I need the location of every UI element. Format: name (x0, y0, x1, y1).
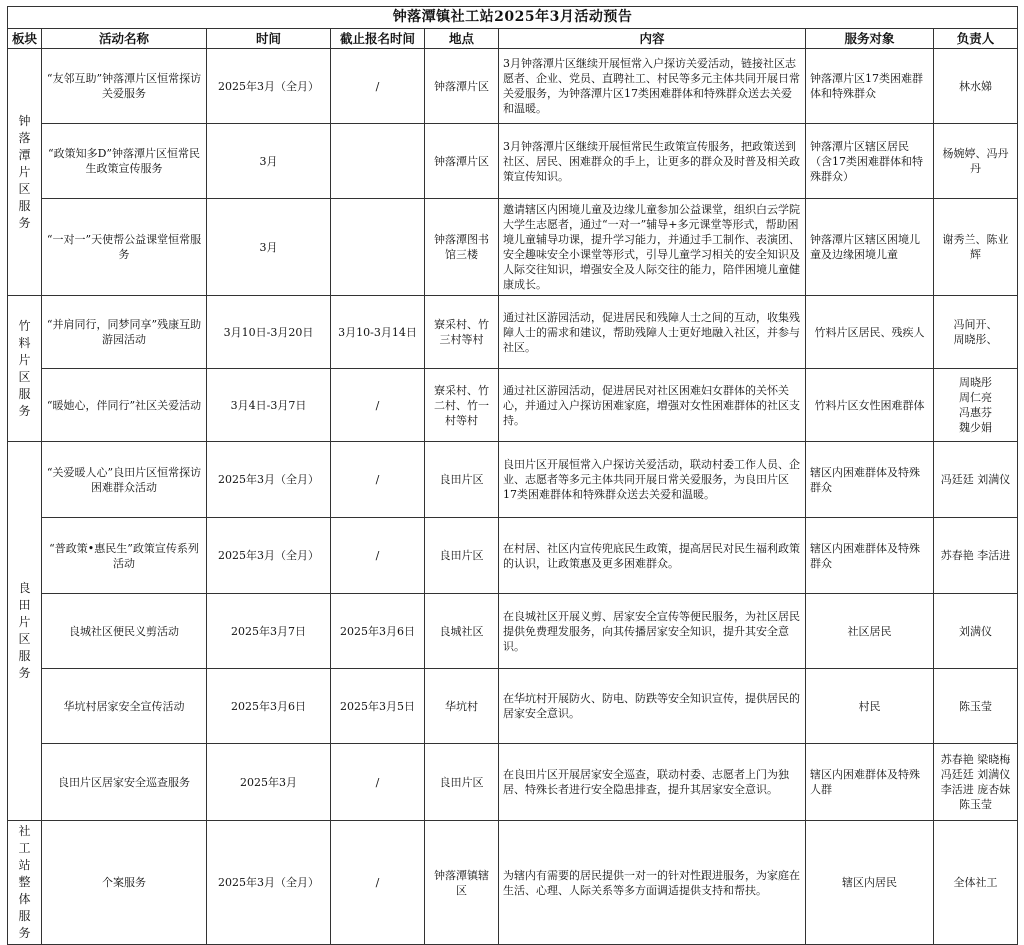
activity-target: 钟落潭片区辖区困境儿童及边缘困境儿童 (806, 199, 934, 296)
activity-time: 3月 (207, 124, 331, 199)
activity-content: 在村居、社区内宣传兜底民生政策，提高居民对民生福利政策的认识，让政策惠及更多困难群众。 (499, 518, 806, 594)
activity-place: 良田片区 (425, 744, 499, 821)
header-content: 内容 (499, 29, 806, 49)
activity-name: 华坑村居家安全宣传活动 (42, 669, 207, 744)
activity-deadline: / (331, 49, 425, 124)
activity-place: 良田片区 (425, 442, 499, 518)
activity-time: 2025年3月7日 (207, 594, 331, 669)
activity-place: 钟落潭片区 (425, 49, 499, 124)
activity-deadline: / (331, 821, 425, 945)
activity-content: 邀请辖区内困境儿童及边缘儿童参加公益课堂，组织白云学院大学生志愿者，通过“一对一”辅导+多元课堂等形式，帮助困境儿童辅导功课，提升学习能力，并通过手工制作、表演团、安全趣味安全小课堂等形式，引导儿童学习相关的安全知识及人际交往知识，增强安全及人际交往的能力，陪伴困境儿童健康成长。 (499, 199, 806, 296)
activity-place: 钟落潭图书馆三楼 (425, 199, 499, 296)
activity-time: 2025年3月（全月） (207, 821, 331, 945)
activity-target: 钟落潭片区辖区居民（含17类困难群体和特殊群众） (806, 124, 934, 199)
activity-target: 竹料片区居民、残疾人 (806, 296, 934, 369)
activity-time: 3月 (207, 199, 331, 296)
activity-time: 2025年3月（全月） (207, 442, 331, 518)
activity-deadline: / (331, 442, 425, 518)
activity-place: 钟落潭镇辖区 (425, 821, 499, 945)
activity-place: 良城社区 (425, 594, 499, 669)
activity-content: 在良城社区开展义剪、居家安全宣传等便民服务，为社区居民提供免费理发服务，向其传播居家安全知识，提升其安全意识。 (499, 594, 806, 669)
activity-content: 通过社区游园活动，促进居民和残障人士之间的互动，收集残障人士的需求和建议，帮助残障人士更好地融入社区，并参与社区。 (499, 296, 806, 369)
activity-deadline (331, 199, 425, 296)
activity-notice-sheet (7, 6, 1017, 945)
activity-place: 钟落潭片区 (425, 124, 499, 199)
table-row (8, 199, 1018, 296)
table-row (8, 518, 1018, 594)
activity-time: 3月4日-3月7日 (207, 369, 331, 442)
activity-deadline: / (331, 518, 425, 594)
header-section: 板块 (8, 29, 42, 49)
activity-lead: 苏春艳 梁晓梅 冯廷廷 刘满仪 李活进 庞杏妹 陈玉莹 (934, 744, 1018, 821)
activity-lead: 林水娣 (934, 49, 1018, 124)
activity-target: 辖区内困难群体及特殊群众 (806, 518, 934, 594)
activity-lead: 冯廷廷 刘满仪 (934, 442, 1018, 518)
activity-name: “友邻互助”钟落潭片区恒常探访关爱服务 (42, 49, 207, 124)
activity-place: 寮采村、竹三村等村 (425, 296, 499, 369)
activity-name: 良田片区居家安全巡查服务 (42, 744, 207, 821)
header-target: 服务对象 (806, 29, 934, 49)
activity-deadline: 2025年3月6日 (331, 594, 425, 669)
table-row (8, 442, 1018, 518)
sheet-title: 钟落潭镇社工站2025年3月活动预告 (8, 7, 1018, 29)
activity-content: 3月钟落潭片区继续开展恒常民生政策宣传服务，把政策送到社区、居民、困难群众的手上，让更多的群众及时普及相关政策宣传知识。 (499, 124, 806, 199)
activity-name: 个案服务 (42, 821, 207, 945)
activity-place: 寮采村、竹二村、竹一村等村 (425, 369, 499, 442)
activity-time: 2025年3月 (207, 744, 331, 821)
table-row (8, 49, 1018, 124)
activity-lead: 苏春艳 李活进 (934, 518, 1018, 594)
activity-time: 2025年3月（全月） (207, 518, 331, 594)
activity-content: 通过社区游园活动，促进居民对社区困难妇女群体的关怀关心，并通过入户探访困难家庭，增强对女性困难群体的社区支持。 (499, 369, 806, 442)
header-deadline: 截止报名时间 (331, 29, 425, 49)
activity-name: 良城社区便民义剪活动 (42, 594, 207, 669)
header-place: 地点 (425, 29, 499, 49)
activity-content: 3月钟落潭片区继续开展恒常入户探访关爱活动，链接社区志愿者、企业、党员、直聘社工、村民等多元主体共同开展日常关爱服务，为钟落潭片区17类困难群体和特殊群众送去关爱和温暖。 (499, 49, 806, 124)
activity-content: 在华坑村开展防火、防电、防跌等安全知识宣传，提供居民的居家安全意识。 (499, 669, 806, 744)
activity-target: 辖区内困难群体及特殊人群 (806, 744, 934, 821)
section-cell: 竹料片区服务 (8, 296, 42, 442)
activity-lead: 谢秀兰、陈业辉 (934, 199, 1018, 296)
activity-content: 良田片区开展恒常入户探访关爱活动，联动村委工作人员、企业、志愿者等多元主体共同开展日常关爱服务，为良田片区17类困难群体和特殊群众送去关爱和温暖。 (499, 442, 806, 518)
section-cell: 社工站整体服务 (8, 821, 42, 945)
activity-target: 辖区内居民 (806, 821, 934, 945)
activity-lead: 全体社工 (934, 821, 1018, 945)
activity-name: “关爱暖人心”良田片区恒常探访困难群众活动 (42, 442, 207, 518)
activity-name: “普政策•惠民生”政策宣传系列活动 (42, 518, 207, 594)
table-row (8, 594, 1018, 669)
activity-content: 在良田片区开展居家安全巡查，联动村委、志愿者上门为独居、特殊长者进行安全隐患排查，提升其居家安全意识。 (499, 744, 806, 821)
header-lead: 负责人 (934, 29, 1018, 49)
activity-target: 钟落潭片区17类困难群体和特殊群众 (806, 49, 934, 124)
header-time: 时间 (207, 29, 331, 49)
table-row (8, 124, 1018, 199)
activity-lead: 杨婉婷、冯丹丹 (934, 124, 1018, 199)
activity-target: 辖区内困难群体及特殊群众 (806, 442, 934, 518)
activity-name: “一对一”天使帮公益课堂恒常服务 (42, 199, 207, 296)
activity-deadline (331, 124, 425, 199)
activity-name: “政策知多D”钟落潭片区恒常民生政策宣传服务 (42, 124, 207, 199)
activity-time: 2025年3月（全月） (207, 49, 331, 124)
activity-deadline: / (331, 744, 425, 821)
activity-target: 竹料片区女性困难群体 (806, 369, 934, 442)
activity-lead: 冯间开、 周晓彤、 (934, 296, 1018, 369)
activity-time: 3月10日-3月20日 (207, 296, 331, 369)
header-activity-name: 活动名称 (42, 29, 207, 49)
section-cell: 钟落潭片区服务 (8, 49, 42, 296)
activity-time: 2025年3月6日 (207, 669, 331, 744)
activity-deadline: 3月10-3月14日 (331, 296, 425, 369)
header-row (8, 29, 1018, 49)
table-row (8, 821, 1018, 945)
activity-deadline: 2025年3月5日 (331, 669, 425, 744)
activity-content: 为辖内有需要的居民提供一对一的针对性跟进服务，为家庭在生活、心理、人际关系等多方面调适提供支持和帮扶。 (499, 821, 806, 945)
activity-deadline: / (331, 369, 425, 442)
activity-name: “并肩同行，同梦同享”残康互助游园活动 (42, 296, 207, 369)
section-cell: 良田片区服务 (8, 442, 42, 821)
table-row (8, 669, 1018, 744)
table-row (8, 296, 1018, 369)
table-row (8, 369, 1018, 442)
activity-target: 村民 (806, 669, 934, 744)
activity-place: 华坑村 (425, 669, 499, 744)
table-row (8, 744, 1018, 821)
activity-name: “暖她心，伴同行”社区关爱活动 (42, 369, 207, 442)
activity-place: 良田片区 (425, 518, 499, 594)
activity-lead: 刘满仪 (934, 594, 1018, 669)
activity-target: 社区居民 (806, 594, 934, 669)
activity-table (7, 6, 1018, 945)
activity-lead: 陈玉莹 (934, 669, 1018, 744)
activity-lead: 周晓彤 周仁亮 冯惠芬 魏少娟 (934, 369, 1018, 442)
